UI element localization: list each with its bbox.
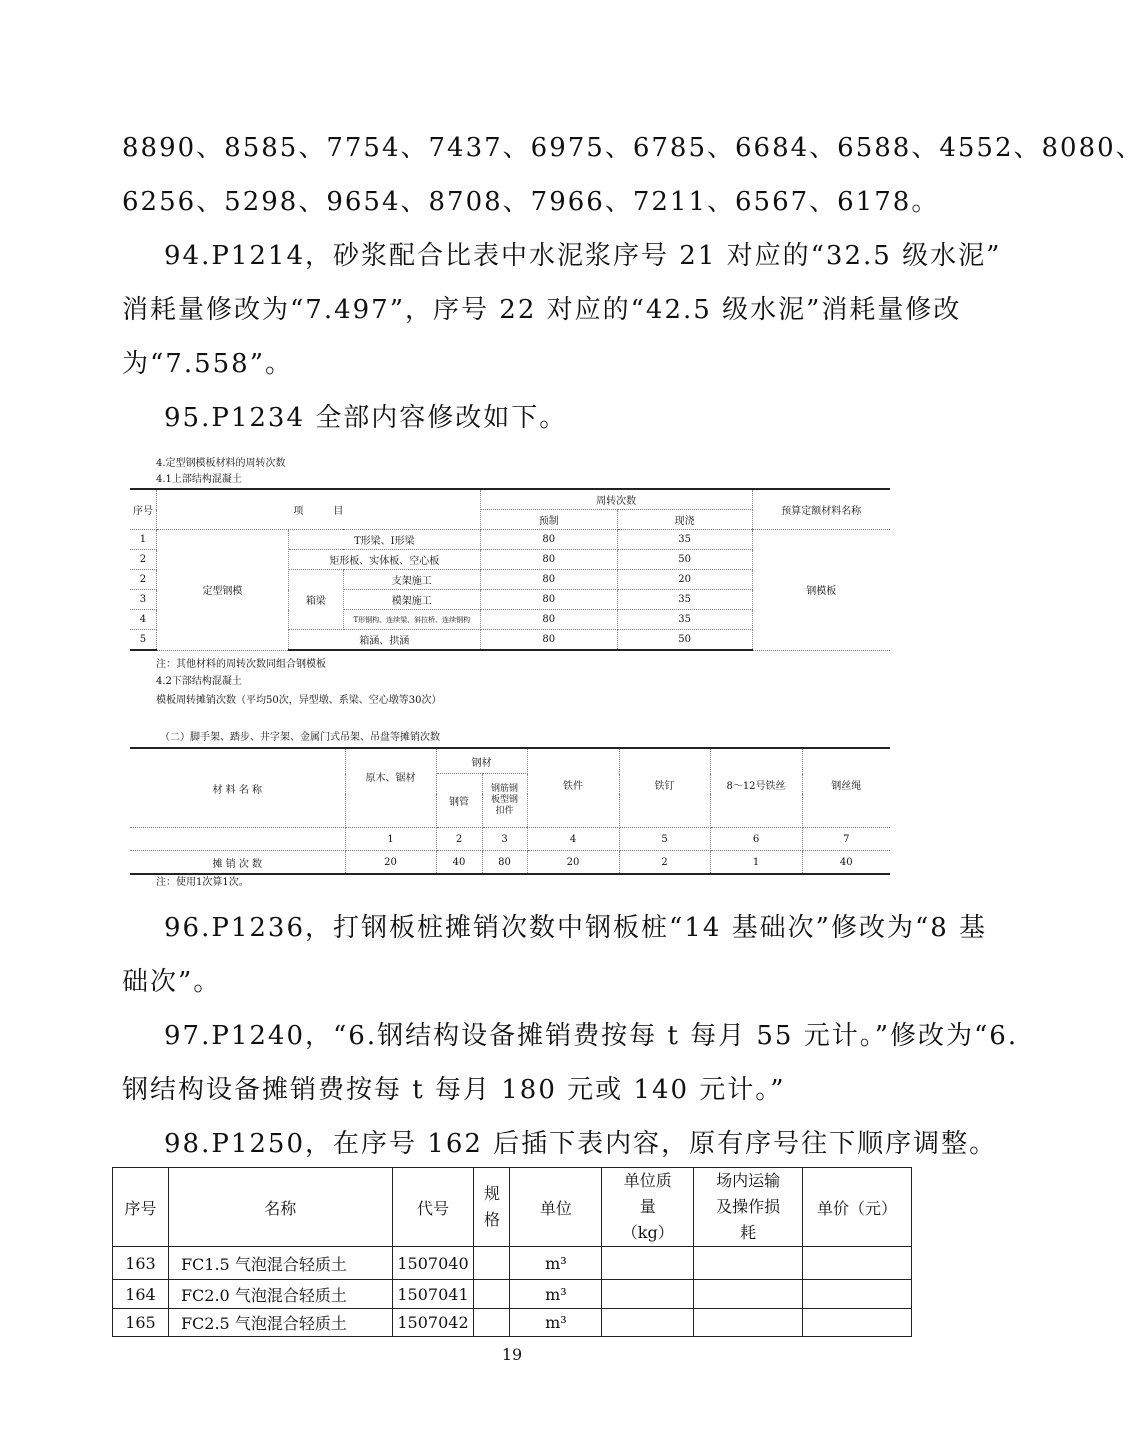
paragraph-text: 模板周转摊销次数（平均50次，异型墩、系梁、空心墩等30次） (156, 695, 442, 706)
row-cast: 35 (617, 590, 752, 610)
row-seq: 2 (130, 570, 156, 590)
row-seq: 165 (113, 1309, 169, 1337)
paragraph-line: 8890、8585、7754、7437、6975、6785、6684、6588、4552、8080、 (122, 133, 1144, 163)
header-precast: 预制 (480, 510, 617, 530)
row-loss (694, 1309, 803, 1337)
index-cell: 7 (802, 828, 890, 851)
header-steel: 钢材 (436, 748, 527, 774)
row-seq: 2 (130, 550, 156, 570)
row-item: T形梁、I形梁 (288, 530, 480, 550)
header-turnover: 周转次数 (480, 489, 752, 510)
row-cast: 35 (617, 610, 752, 630)
row-precast: 80 (480, 570, 617, 590)
value-cell: 2 (619, 851, 710, 875)
header-unit: 单位 (510, 1168, 602, 1247)
row-unit: m³ (510, 1280, 602, 1309)
row-item: 支架施工 (343, 570, 480, 590)
header-material: 预算定额材料名称 (752, 489, 890, 530)
row-cast: 50 (617, 630, 752, 651)
row-spec (474, 1280, 510, 1309)
header-cast: 现浇 (617, 510, 752, 530)
row-code: 1507040 (392, 1247, 474, 1280)
value-cell: 1 (710, 851, 802, 875)
row-precast: 80 (480, 550, 617, 570)
row-spec (474, 1309, 510, 1337)
header-loss: 场内运输及操作损耗 (694, 1168, 803, 1247)
row-item: 箱涵、拱涵 (288, 630, 480, 651)
index-cell: 4 (527, 828, 619, 851)
row-name: FC2.0 气泡混合轻质土 (168, 1280, 392, 1309)
row-precast: 80 (480, 590, 617, 610)
group-label: 定型钢模 (156, 530, 288, 651)
row-precast: 80 (480, 630, 617, 651)
section-heading: 4.2下部结构混凝土 (156, 676, 242, 687)
turnover-table (130, 488, 890, 651)
header-mass: 单位质量（kg） (602, 1168, 694, 1247)
row-unit: m³ (510, 1309, 602, 1337)
paragraph-line: 钢结构设备摊销费按每 t 每月 180 元或 140 元计。” (122, 1075, 786, 1105)
index-cell (130, 828, 345, 851)
box-girder-label: 箱梁 (288, 570, 343, 630)
section-heading: 4.定型钢模板材料的周转次数 (156, 458, 286, 469)
header-nail: 铁钉 (619, 748, 710, 828)
row-mass (602, 1247, 694, 1280)
row-precast: 80 (480, 530, 617, 550)
index-cell: 1 (345, 828, 436, 851)
inserted-items-table (112, 1167, 912, 1337)
row-cast: 20 (617, 570, 752, 590)
header-item: 项 目 (156, 489, 480, 530)
header-wood: 原木、锯材 (345, 748, 436, 828)
paragraph-line: 98.P1250，在序号 162 后插下表内容，原有序号往下顺序调整。 (164, 1129, 998, 1159)
page-number: 19 (501, 1345, 523, 1364)
header-pipe: 钢管 (436, 774, 482, 828)
row-name: FC1.5 气泡混合轻质土 (168, 1247, 392, 1280)
table-note: 注：使用1次算1次。 (156, 877, 249, 888)
row-mass (602, 1280, 694, 1309)
row-seq: 164 (113, 1280, 169, 1309)
header-seq: 序号 (113, 1168, 169, 1247)
row-precast: 80 (480, 610, 617, 630)
value-cell: 20 (527, 851, 619, 875)
index-cell: 3 (482, 828, 527, 851)
header-wire: 8～12号铁丝 (710, 748, 802, 828)
row-seq: 163 (113, 1247, 169, 1280)
value-cell: 40 (802, 851, 890, 875)
paragraph-line: 96.P1236，打钢板桩摊销次数中钢板桩“14 基础次”修改为“8 基 (164, 913, 988, 943)
row-loss (694, 1247, 803, 1280)
row-price (803, 1280, 912, 1309)
paragraph-line: 94.P1214，砂浆配合比表中水泥浆序号 21 对应的“32.5 级水泥” (164, 241, 1002, 271)
row-name: FC2.5 气泡混合轻质土 (168, 1309, 392, 1337)
paragraph-line: 6256、5298、9654、8708、7966、7211、6567、6178。 (122, 187, 940, 217)
row-label: 摊 销 次 数 (130, 851, 345, 875)
row-item: T形钢构、连续梁、斜拉桥、连续钢构 (343, 610, 480, 630)
value-cell: 20 (345, 851, 436, 875)
row-code: 1507041 (392, 1280, 474, 1309)
header-rebar: 钢筋钢板型钢扣件 (482, 774, 527, 828)
row-loss (694, 1280, 803, 1309)
row-code: 1507042 (392, 1309, 474, 1337)
row-mass (602, 1309, 694, 1337)
header-iron: 铁件 (527, 748, 619, 828)
section-heading: 4.1上部结构混凝土 (156, 474, 242, 485)
row-seq: 4 (130, 610, 156, 630)
row-cast: 50 (617, 550, 752, 570)
table-note: 注：其他材料的周转次数同组合钢模板 (156, 659, 326, 670)
header-seq: 序号 (130, 489, 156, 530)
header-rope: 钢丝绳 (802, 748, 890, 828)
material-label: 钢模板 (752, 530, 890, 651)
section-heading: （二）脚手架、踏步、井字架、金属门式吊架、吊盘等摊销次数 (160, 732, 440, 743)
row-seq: 3 (130, 590, 156, 610)
row-seq: 1 (130, 530, 156, 550)
row-price (803, 1247, 912, 1280)
index-cell: 5 (619, 828, 710, 851)
row-seq: 5 (130, 630, 156, 651)
header-price: 单价（元） (803, 1168, 912, 1247)
row-cast: 35 (617, 530, 752, 550)
row-item: 模架施工 (343, 590, 480, 610)
index-cell: 2 (436, 828, 482, 851)
amortization-table (130, 747, 890, 875)
header-code: 代号 (392, 1168, 474, 1247)
row-item: 矩形板、实体板、空心板 (288, 550, 480, 570)
row-spec (474, 1247, 510, 1280)
row-unit: m³ (510, 1247, 602, 1280)
paragraph-line: 消耗量修改为“7.497”，序号 22 对应的“42.5 级水泥”消耗量修改 (122, 295, 962, 325)
paragraph-line: 95.P1234 全部内容修改如下。 (164, 403, 568, 433)
paragraph-line: 础次”。 (122, 967, 222, 997)
value-cell: 40 (436, 851, 482, 875)
paragraph-line: 为“7.558”。 (122, 349, 294, 379)
index-cell: 6 (710, 828, 802, 851)
header-name: 名称 (168, 1168, 392, 1247)
header-name: 材 料 名 称 (130, 748, 345, 828)
row-price (803, 1309, 912, 1337)
header-spec: 规格 (474, 1168, 510, 1247)
paragraph-line: 97.P1240，“6.钢结构设备摊销费按每 t 每月 55 元计。”修改为“6. (164, 1021, 1019, 1051)
value-cell: 80 (482, 851, 527, 875)
